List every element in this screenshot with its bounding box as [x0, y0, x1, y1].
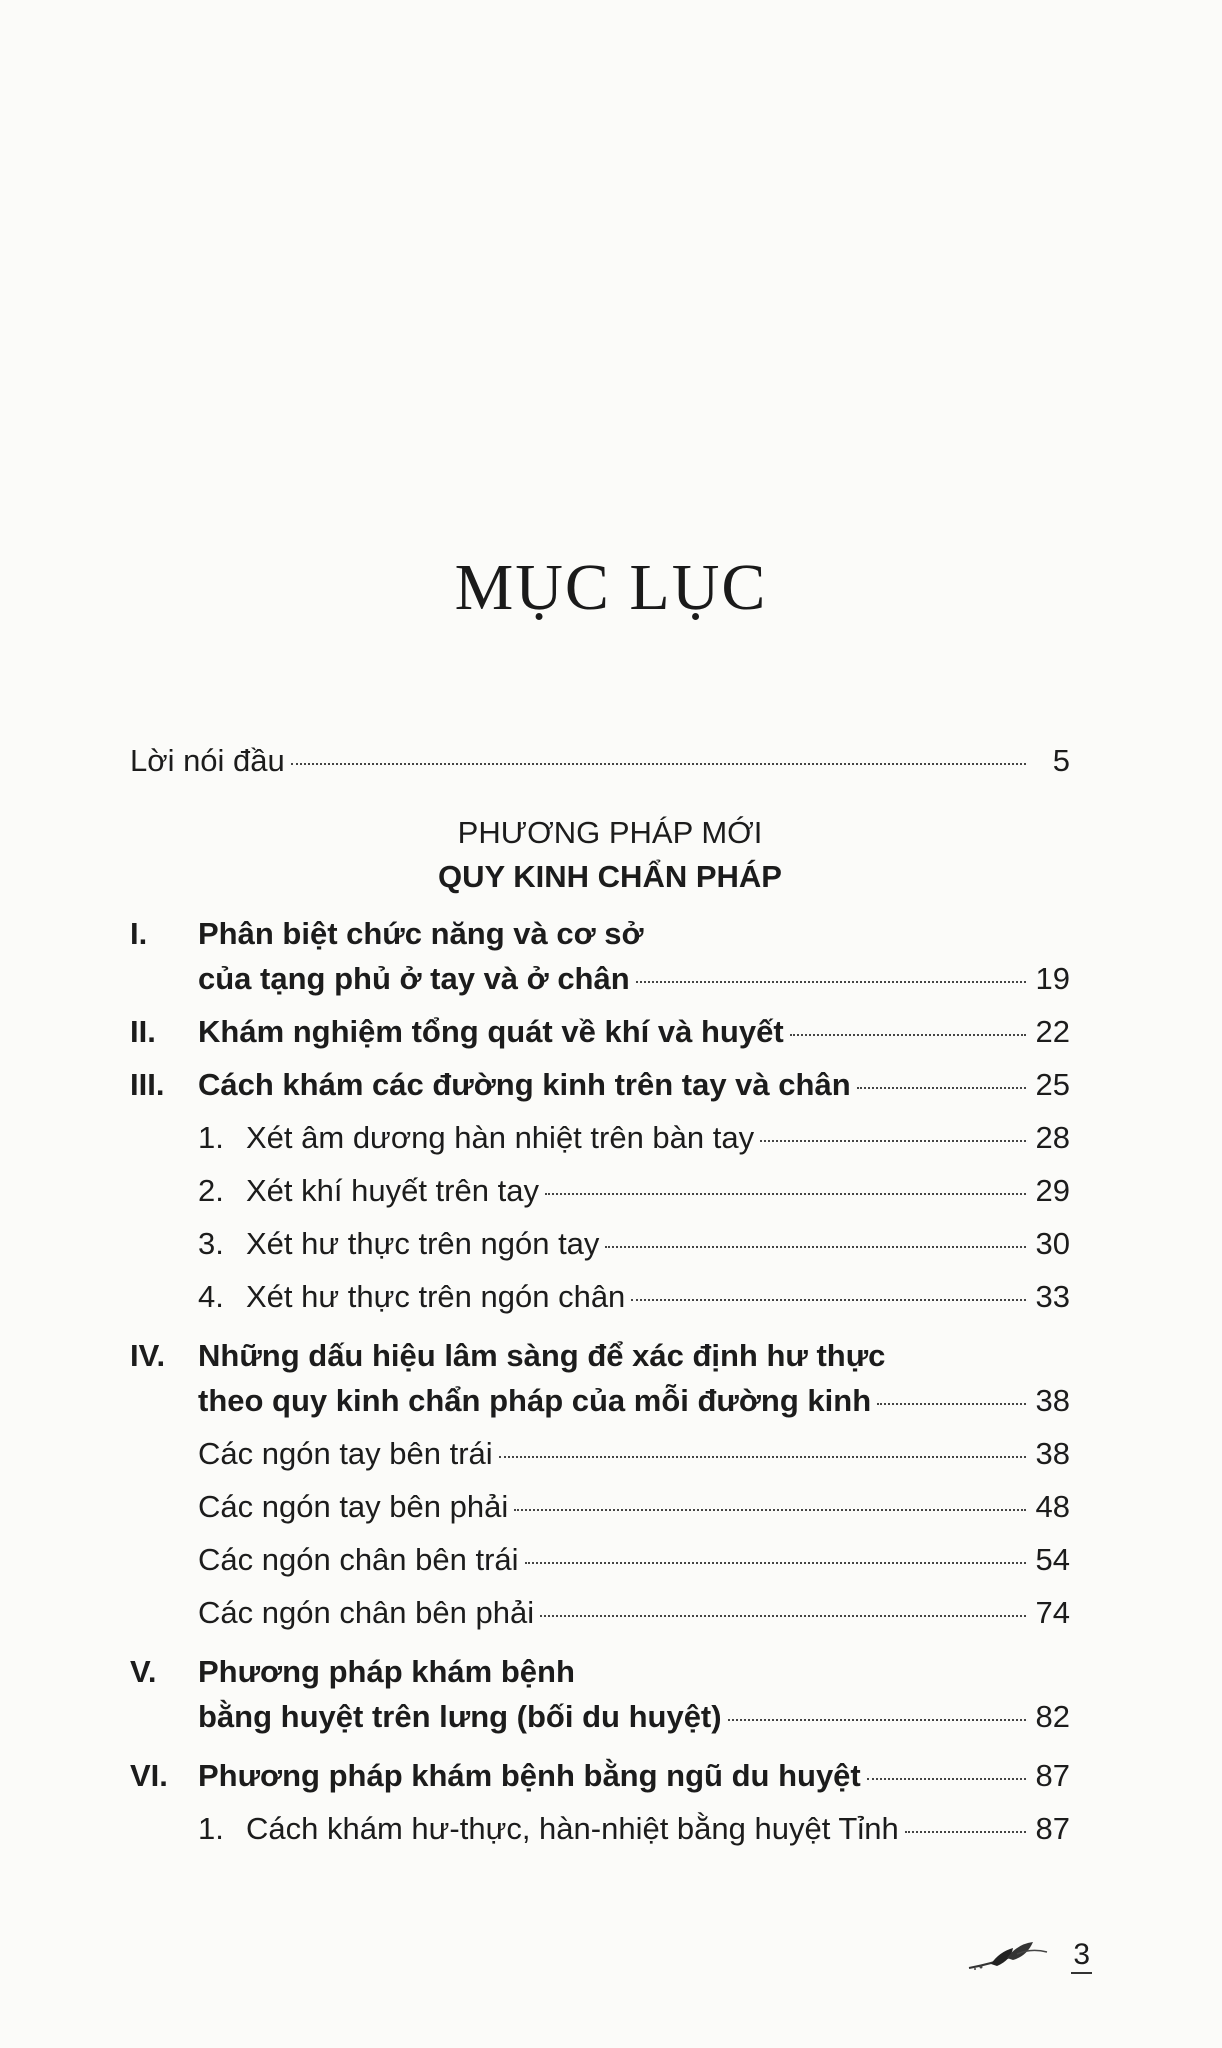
toc-subentry-3-4[interactable]: [130, 1276, 1070, 1317]
leaf-ornament-icon: [961, 1934, 1071, 1974]
toc-entry-label-line1: Phân biệt chức năng và cơ sở: [198, 916, 644, 951]
toc-subentry-page: 28: [1035, 1120, 1070, 1155]
leader-dots: [499, 1456, 1026, 1458]
toc-entry-number: VI.: [130, 1758, 168, 1793]
page-title: MỤC LỤC: [454, 551, 768, 624]
toc-subentry-page: 30: [1035, 1226, 1070, 1261]
toc-entry-4[interactable]: [130, 1335, 1070, 1421]
toc-entry-2[interactable]: [130, 1011, 1070, 1052]
toc-entry-page: 82: [1035, 1699, 1070, 1734]
toc-subentry-page: 48: [1035, 1489, 1070, 1524]
toc-entry-label: Khám nghiệm tổng quát về khí và huyết: [198, 1014, 784, 1049]
toc-entry-page: 5: [1052, 743, 1070, 778]
toc-entry-3[interactable]: [130, 1064, 1070, 1105]
toc-entry-page: 22: [1035, 1014, 1070, 1049]
toc-entry-label-line2: của tạng phủ ở tay và ở chân: [198, 961, 630, 996]
leader-dots: [525, 1562, 1026, 1564]
toc-subentry-number: 1.: [198, 1811, 224, 1846]
toc-subentry-label: Các ngón tay bên trái: [198, 1436, 493, 1471]
leader-dots: [728, 1719, 1026, 1721]
toc-entry-page: 19: [1035, 961, 1070, 996]
toc-entry-number: I.: [130, 916, 148, 951]
toc-entry-1[interactable]: [130, 913, 1070, 999]
toc-subentry-4-4[interactable]: [130, 1592, 1070, 1633]
toc-entry-label-line1: Phương pháp khám bệnh: [198, 1654, 575, 1689]
toc-subentry-3-1[interactable]: [130, 1117, 1070, 1158]
toc-entry-page: 87: [1035, 1758, 1070, 1793]
toc-subentry-label: Xét hư thực trên ngón chân: [246, 1279, 626, 1314]
section-heading-line2: QUY KINH CHẨN PHÁP: [438, 859, 782, 894]
leader-dots: [905, 1831, 1026, 1833]
toc-subentry-number: 4.: [198, 1279, 224, 1314]
toc-entry-label-line2: bằng huyệt trên lưng (bối du huyệt): [198, 1699, 722, 1734]
leader-dots: [545, 1193, 1026, 1195]
toc-subentry-label: Các ngón tay bên phải: [198, 1489, 509, 1524]
toc-subentry-number: 2.: [198, 1173, 224, 1208]
toc-subentry-3-2[interactable]: [130, 1170, 1070, 1211]
toc-subentry-label: Cách khám hư-thực, hàn-nhiệt bằng huyệt Tỉnh: [246, 1811, 899, 1846]
leader-dots: [760, 1140, 1026, 1142]
leader-dots: [514, 1509, 1026, 1511]
leader-dots: [605, 1246, 1026, 1248]
section-heading: [130, 811, 1070, 899]
toc-entry-number: IV.: [130, 1338, 166, 1373]
toc-entry-number: III.: [130, 1067, 165, 1102]
page-footer: [961, 1934, 1092, 1974]
toc-subentry-4-1[interactable]: [130, 1433, 1070, 1474]
toc-subentry-label: Xét hư thực trên ngón tay: [246, 1226, 600, 1261]
toc-entry-page: 38: [1035, 1383, 1070, 1418]
toc-entry-page: 25: [1035, 1067, 1070, 1102]
toc-subentry-page: 33: [1035, 1279, 1070, 1314]
toc-subentry-number: 3.: [198, 1226, 224, 1261]
section-heading-line1: PHƯƠNG PHÁP MỚI: [457, 815, 763, 850]
toc-subentry-page: 87: [1035, 1811, 1070, 1846]
toc-entry-label: Phương pháp khám bệnh bằng ngũ du huyệt: [198, 1758, 861, 1793]
toc-entry-label: Cách khám các đường kinh trên tay và chân: [198, 1067, 851, 1102]
toc-entry-label-line2: theo quy kinh chẩn pháp của mỗi đường kinh: [198, 1383, 872, 1418]
toc-subentry-page: 38: [1035, 1436, 1070, 1471]
page-number: 3: [1071, 1938, 1092, 1974]
leader-dots: [631, 1299, 1026, 1301]
toc-subentry-6-1[interactable]: [130, 1808, 1070, 1849]
leader-dots: [857, 1087, 1026, 1089]
toc-subentry-label: Các ngón chân bên phải: [198, 1595, 535, 1630]
toc-subentry-page: 29: [1035, 1173, 1070, 1208]
toc-entry-label: Lời nói đầu: [130, 743, 285, 778]
toc-entry-label-line1: Những dấu hiệu lâm sàng để xác định hư thực: [198, 1338, 886, 1373]
toc-entry-number: V.: [130, 1654, 157, 1689]
toc-subentry-label: Các ngón chân bên trái: [198, 1542, 519, 1577]
leader-dots: [291, 763, 1026, 765]
toc-subentry-4-2[interactable]: [130, 1486, 1070, 1527]
leader-dots: [636, 981, 1026, 983]
leader-dots: [790, 1034, 1026, 1036]
table-of-contents: [130, 740, 1070, 1849]
leader-dots: [867, 1778, 1026, 1780]
toc-entry-number: II.: [130, 1014, 156, 1049]
leader-dots: [877, 1403, 1026, 1405]
toc-subentry-label: Xét âm dương hàn nhiệt trên bàn tay: [246, 1120, 755, 1155]
toc-entry-6[interactable]: [130, 1755, 1070, 1796]
toc-subentry-page: 74: [1035, 1595, 1070, 1630]
toc-subentry-number: 1.: [198, 1120, 224, 1155]
toc-subentry-label: Xét khí huyết trên tay: [246, 1173, 539, 1208]
toc-entry-5[interactable]: [130, 1651, 1070, 1737]
toc-subentry-3-3[interactable]: [130, 1223, 1070, 1264]
toc-entry-intro[interactable]: [130, 740, 1070, 781]
leader-dots: [540, 1615, 1026, 1617]
toc-subentry-4-3[interactable]: [130, 1539, 1070, 1580]
toc-subentry-page: 54: [1035, 1542, 1070, 1577]
